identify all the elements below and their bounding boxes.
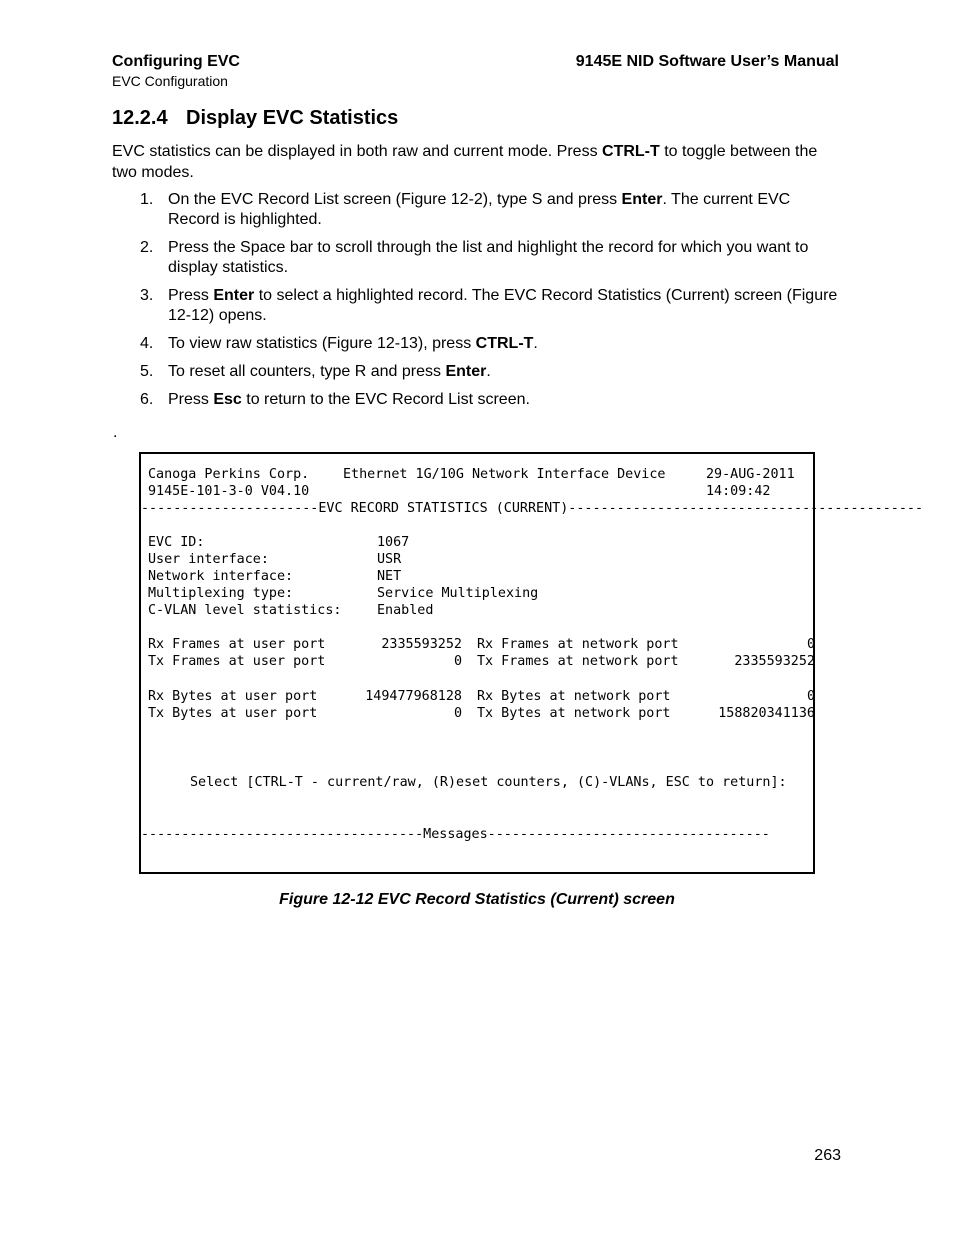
counter-user-label: Tx Bytes at user port: [148, 706, 318, 721]
messages-rule: [141, 826, 813, 843]
section-title: Display EVC Statistics: [186, 107, 399, 129]
step-item: 6. Press Esc to return to the EVC Record List screen.: [140, 391, 530, 408]
rule-left: ----------------------: [141, 501, 319, 516]
term-prompt[interactable]: Select [CTRL-T - current/raw, (R)eset counters, (C)-VLANs, ESC to return]:: [190, 775, 787, 790]
step-item: 1. On the EVC Record List screen (Figure 12-2), type S and press Enter. The current EVC Record is highlighted.: [140, 191, 791, 228]
messages-label: Messages: [423, 827, 488, 842]
section-subtitle: EVC Configuration: [112, 73, 228, 89]
term-title-rule: [141, 500, 924, 517]
chapter-title: Configuring EVC: [112, 53, 240, 70]
section-heading: [112, 107, 398, 130]
counter-user-label: Rx Bytes at user port: [148, 689, 318, 704]
manual-title: 9145E NID Software User’s Manual: [575, 53, 839, 70]
section-number: 12.2.4: [112, 107, 168, 129]
terminal-screen: [139, 452, 924, 874]
counter-user-value: 2335593252: [381, 637, 462, 652]
field-value: Enabled: [377, 603, 434, 618]
field-value: Service Multiplexing: [377, 586, 539, 601]
term-date: 29-AUG-2011: [706, 467, 795, 482]
intro-paragraph: EVC statistics can be displayed in both raw and current mode. Press CTRL-T to toggle between the two modes.: [112, 143, 818, 181]
key-ctrl-t: CTRL-T: [602, 143, 660, 160]
term-company: Canoga Perkins Corp.: [148, 467, 310, 482]
field-value: USR: [377, 552, 402, 567]
step-item: 3. Press Enter to select a highlighted record. The EVC Record Statistics (Current) screen (Figure 12-12) opens.: [140, 287, 838, 324]
counter-user-label: Tx Frames at user port: [148, 654, 326, 669]
figure-caption: Figure 12-12 EVC Record Statistics (Current) screen: [279, 891, 675, 908]
counter-user-value: 0: [453, 654, 462, 669]
rule-left: -----------------------------------: [141, 827, 424, 842]
field-label: Network interface:: [148, 569, 294, 584]
stray-period: .: [113, 424, 118, 441]
field-label: User interface:: [148, 552, 269, 567]
counter-user-label: Rx Frames at user port: [148, 637, 326, 652]
term-model: 9145E-101-3-0 V04.10: [148, 484, 310, 499]
step-item: 4. To view raw statistics (Figure 12-13), press CTRL-T.: [140, 335, 538, 352]
running-header-left: [112, 52, 240, 91]
term-device: Ethernet 1G/10G Network Interface Device: [343, 467, 666, 482]
term-time: 14:09:42: [706, 484, 771, 499]
counter-network-label: Rx Frames at network port: [477, 637, 679, 652]
steps-list: [112, 190, 842, 418]
step-item: 5. To reset all counters, type R and press Enter.: [140, 363, 491, 380]
field-value: 1067: [377, 535, 410, 550]
field-label: C-VLAN level statistics:: [148, 603, 342, 618]
term-screen-title: EVC RECORD STATISTICS (CURRENT): [318, 501, 569, 516]
counter-network-value: 158820341136: [718, 706, 815, 721]
counter-user-value: 149477968128: [365, 689, 462, 704]
step-item: 2. Press the Space bar to scroll through the list and highlight the record for which you want to display statistics.: [140, 239, 809, 276]
counter-network-label: Tx Bytes at network port: [477, 706, 671, 721]
counter-network-value: 0: [806, 637, 815, 652]
rule-right: -----------------------------------: [487, 827, 770, 842]
counter-network-label: Tx Frames at network port: [477, 654, 679, 669]
field-label: EVC ID:: [148, 535, 205, 550]
rule-right: --------------------------------------------: [568, 501, 924, 516]
counter-network-value: 0: [806, 689, 815, 704]
page-number: 263: [814, 1147, 841, 1164]
counter-network-label: Rx Bytes at network port: [477, 689, 671, 704]
counter-user-value: 0: [453, 706, 462, 721]
field-label: Multiplexing type:: [148, 586, 294, 601]
field-value: NET: [377, 569, 402, 584]
counter-network-value: 2335593252: [734, 654, 815, 669]
